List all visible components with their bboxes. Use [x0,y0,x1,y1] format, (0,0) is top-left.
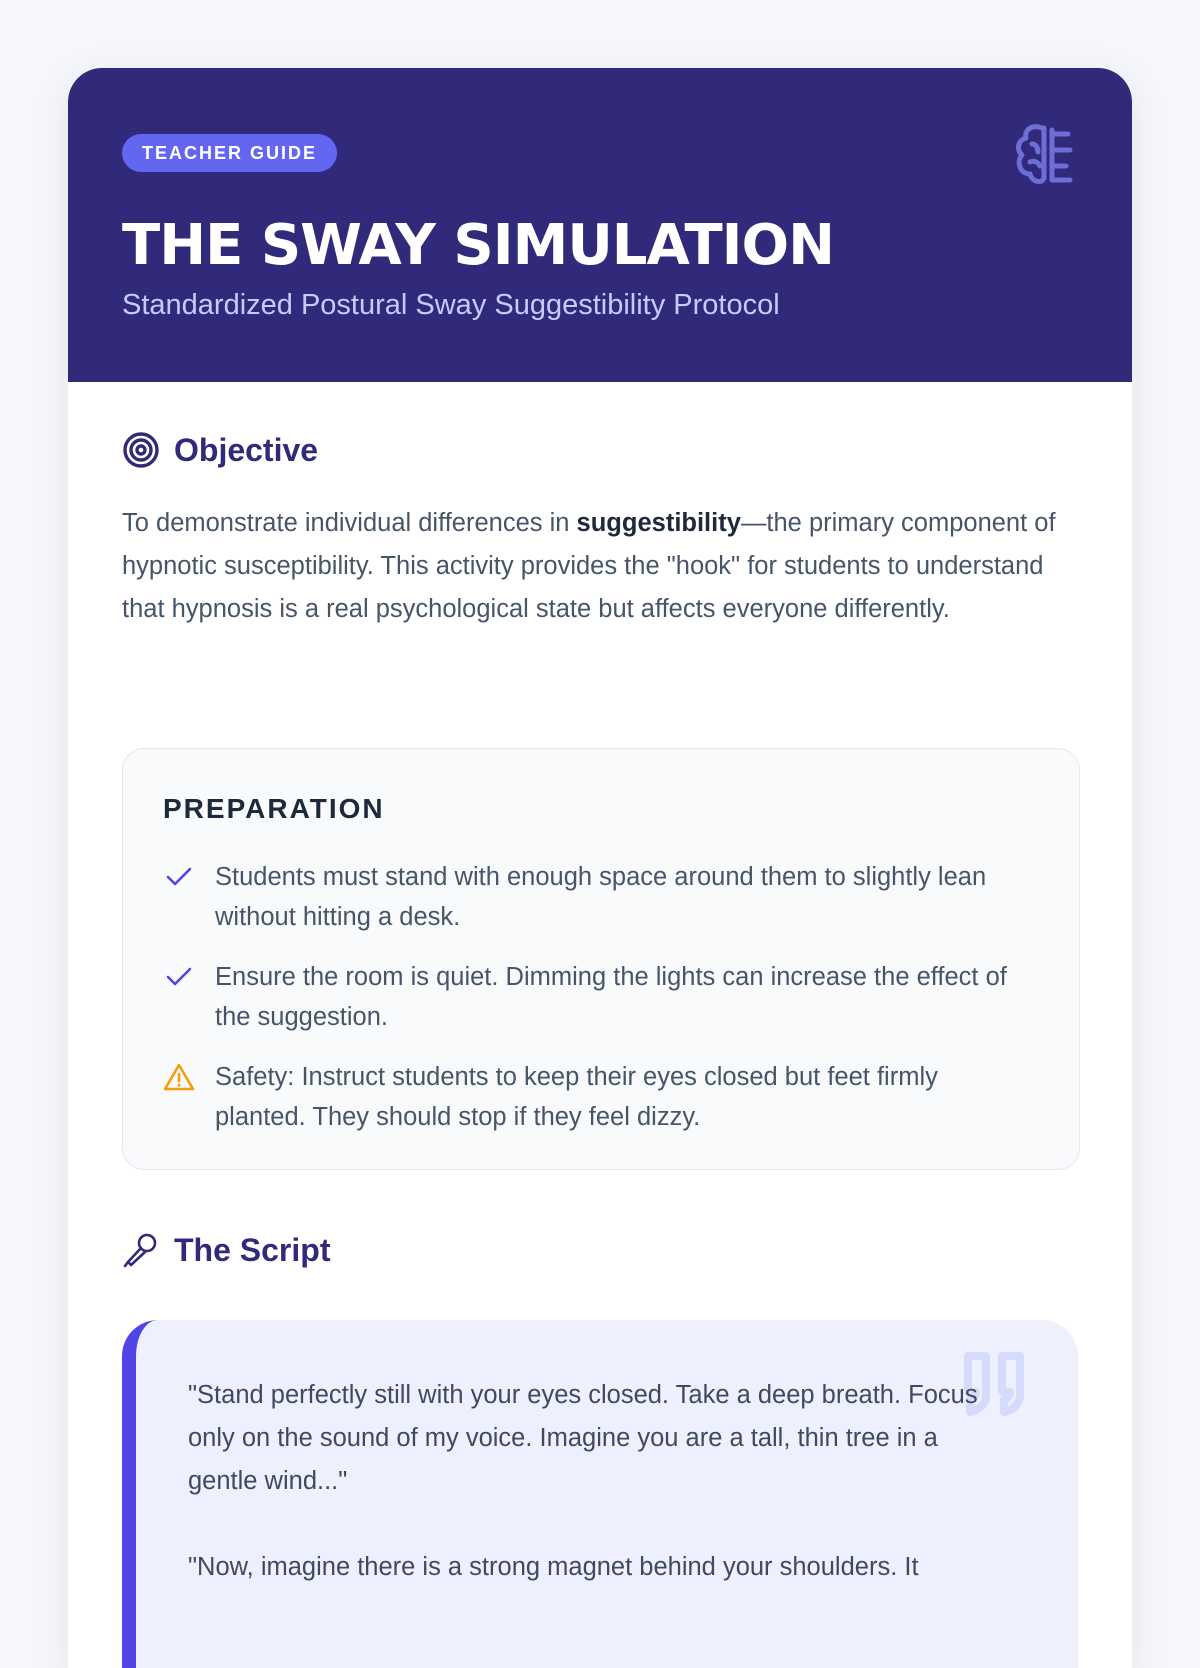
script-title: The Script [174,1231,331,1268]
check-icon [163,861,195,893]
teacher-guide-badge: TEACHER GUIDE [122,134,337,172]
preparation-item-text: Students must stand with enough space around them to slightly lean without hitting a desk. [215,863,987,931]
preparation-item [163,957,1033,1037]
script-paragraph: "Stand perfectly still with your eyes closed. Take a deep breath. Focus only on the sound of my voice. Imagine you are a tall, thin tree in a gentle wind..." [188,1381,978,1495]
preparation-item-text: Safety: Instruct students to keep their eyes closed but feet firmly planted. They should stop if they feel dizzy. [215,1063,938,1131]
objective-keyword: suggestibility [576,509,741,537]
brain-icon [1012,120,1076,190]
warning-icon [163,1061,195,1093]
objective-text-start: To demonstrate individual differences in [122,509,577,537]
objective-text [122,502,1072,631]
check-icon [163,961,195,993]
preparation-box [122,748,1080,1170]
preparation-item [163,1057,1033,1137]
script-paragraph: "Now, imagine there is a strong magnet behind your shoulders. It [188,1553,919,1581]
objective-title: Objective [174,431,319,468]
objective-heading [122,430,318,470]
guide-header [68,68,1132,382]
page-subtitle: Standardized Postural Sway Suggestibility Protocol [122,289,780,321]
script-quote-box [122,1320,1078,1668]
page-title: THE SWAY SIMULATION [122,213,834,278]
preparation-item-text: Ensure the room is quiet. Dimming the lights can increase the effect of the suggestion. [215,963,1007,1031]
objective-text-end: —the primary component of hypnotic susceptibility. This activity provides the "hook" for students to understand that hypnosis is a real psychological state but affects everyone differently. [122,509,1056,623]
microphone-icon [122,1231,160,1269]
preparation-title: PREPARATION [163,793,385,824]
script-heading [122,1230,330,1270]
preparation-item [163,857,1033,937]
target-icon [122,431,160,469]
guide-card [68,68,1132,1668]
